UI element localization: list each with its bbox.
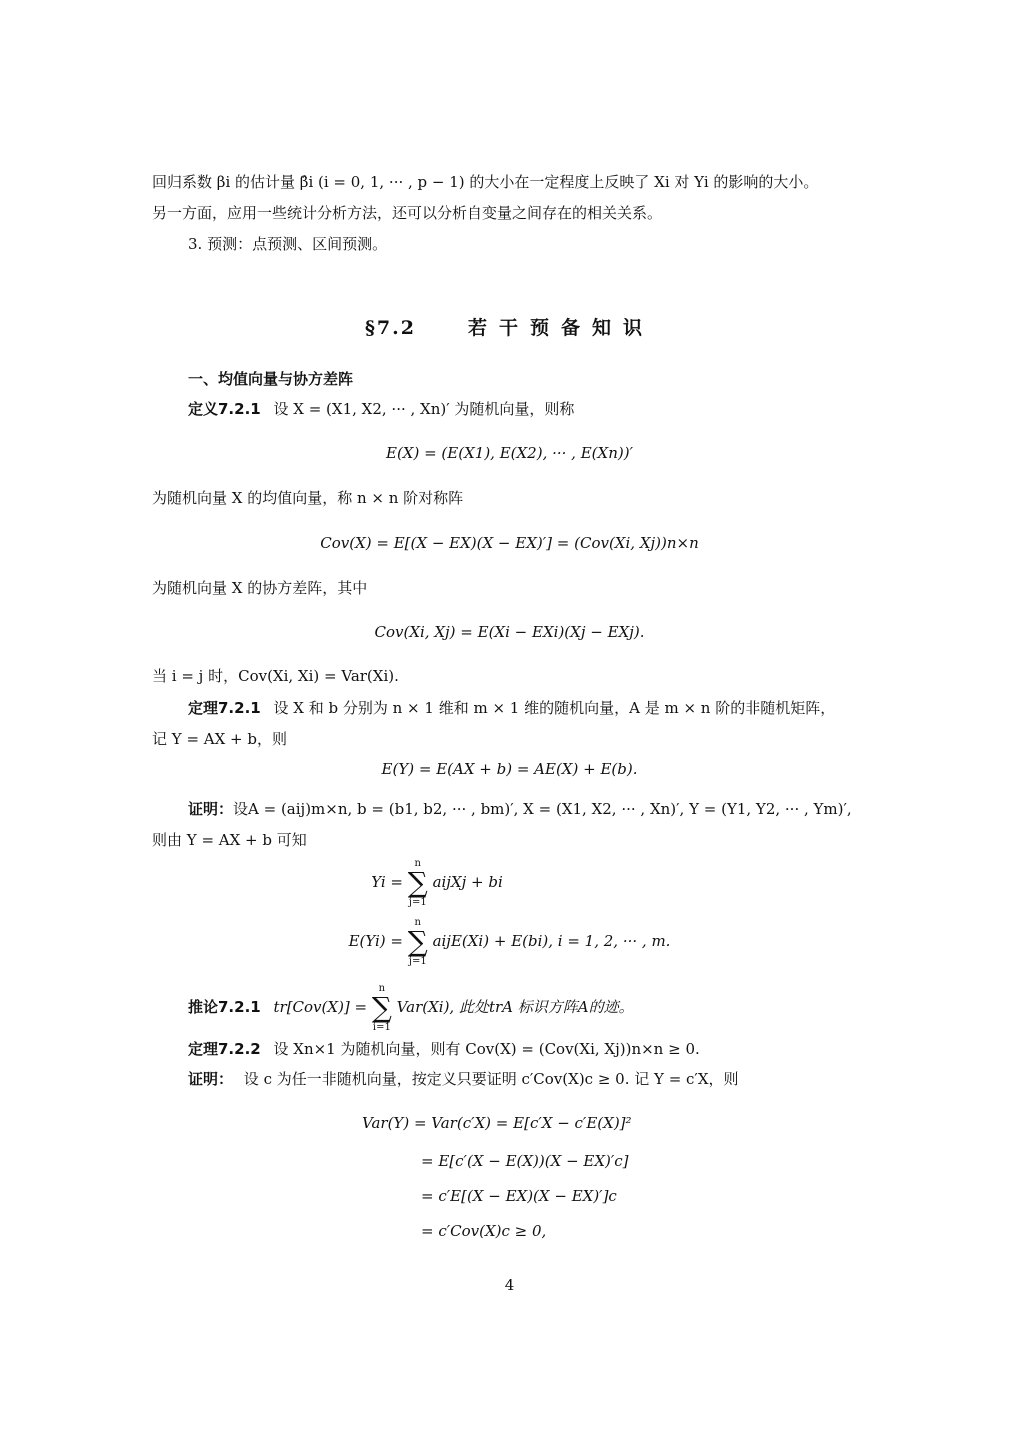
equation-sum-yi (365, 858, 503, 908)
intro-line-3: 3. 预测：点预测、区间预测。 (188, 235, 388, 253)
page-number: 4 (504, 1276, 515, 1294)
text-when-i-equals-j: 当 i = j 时，Cov(Xi, Xi) = Var(Xi). (152, 667, 399, 685)
sum-lower-limit: j=1 (408, 956, 427, 967)
corollary-lhs: tr[Cov(X)] = (273, 998, 368, 1016)
proof-2 (188, 1068, 739, 1090)
derivation-line-2: = E[c′(X − E(X))(X − EX)′c] (421, 1152, 629, 1170)
summation-icon: n ∑ i=1 (371, 983, 392, 1033)
text-mean-vector: 为随机向量 X 的均值向量，称 n × n 阶对称阵 (152, 489, 464, 507)
definition-text: 设 X = (X1, X2, ··· , Xn)′ 为随机向量，则称 (273, 400, 575, 418)
sum-upper-limit: n (414, 858, 421, 869)
sum-eyi-rhs: aijE(Xi) + E(bi), i = 1, 2, ··· , m. (432, 932, 671, 950)
sum-yi-lhs: Yi = (371, 873, 403, 891)
theorem-text: 设 Xn×1 为随机向量，则有 Cov(X) = (Cov(Xi, Xj))n×n ≥ 0. (273, 1040, 700, 1058)
proof-text: 设 c 为任一非随机向量，按定义只要证明 c′Cov(X)c ≥ 0. 记 Y = c′X，则 (243, 1070, 739, 1088)
corollary-rhs: Var(Xi), 此处trA 标识方阵A的迹。 (396, 998, 634, 1016)
section-number: §7.2 (364, 317, 416, 339)
sum-yi-rhs: aijXj + bi (432, 873, 503, 891)
proof-1 (188, 798, 852, 820)
definition-7-2-1 (188, 398, 574, 420)
summation-icon: n ∑ j=1 (407, 917, 428, 967)
proof-text-line-2: 则由 Y = AX + b 可知 (152, 831, 307, 849)
section-title: 若干预备知识 (467, 317, 654, 339)
theorem-text: 设 X 和 b 分别为 n × 1 维和 m × 1 维的随机向量，A 是 m × n 阶的非随机矩阵， (273, 699, 836, 717)
intro-line-1: 回归系数 βi 的估计量 β̂i (i = 0, 1, ··· , p − 1) 的大小在一定程度上反映了 Xi 对 Yi 的影响的大小。 (152, 173, 819, 191)
summation-icon: n ∑ j=1 (407, 858, 428, 908)
section-heading (0, 317, 1019, 339)
proof-text: 设A = (aij)m×n, b = (b1, b2, ··· , bm)′, X = (X1, X2, ··· , Xn)′, Y = (Y1, Y2, ··· , Ym)′, (233, 800, 852, 818)
equation-sum-eyi (340, 917, 670, 967)
equation-cov-matrix: Cov(X) = E[(X − EX)(X − EX)′] = (Cov(Xi, Xj))n×n (320, 534, 699, 552)
derivation-line-3: = c′E[(X − EX)(X − EX)′]c (421, 1187, 617, 1205)
equation-mean-vector: E(X) = (E(X1), E(X2), ··· , E(Xn))′ (386, 444, 633, 462)
equation-expectation-linear: E(Y) = E(AX + b) = AE(X) + E(b). (381, 760, 638, 778)
sum-upper-limit: n (414, 917, 421, 928)
text-cov-matrix: 为随机向量 X 的协方差阵，其中 (152, 579, 368, 597)
theorem-7-2-2 (188, 1038, 700, 1060)
sum-lower-limit: j=1 (408, 897, 427, 908)
subsection-heading: 一、均值向量与协方差阵 (188, 370, 354, 388)
sum-lower-limit: i=1 (372, 1022, 391, 1033)
proof-label: 证明： (188, 1070, 234, 1088)
derivation-line-1: Var(Y) = Var(c′X) = E[c′X − c′E(X)]² (362, 1114, 632, 1132)
derivation-line-4: = c′Cov(X)c ≥ 0, (421, 1222, 547, 1240)
equation-cov-element: Cov(Xi, Xj) = E(Xi − EXi)(Xj − EXj). (374, 623, 645, 641)
definition-label: 定义7.2.1 (188, 400, 261, 418)
theorem-label: 定理7.2.2 (188, 1040, 261, 1058)
sum-upper-limit: n (378, 983, 386, 994)
theorem-label: 定理7.2.1 (188, 699, 261, 717)
proof-label: 证明： (188, 800, 234, 818)
corollary-label: 推论7.2.1 (188, 998, 261, 1016)
theorem-7-2-1 (188, 697, 835, 719)
intro-line-2: 另一方面，应用一些统计分析方法，还可以分析自变量之间存在的相关关系。 (152, 204, 663, 222)
corollary-7-2-1 (188, 983, 634, 1033)
theorem-text-line-2: 记 Y = AX + b，则 (152, 730, 287, 748)
sum-eyi-lhs: E(Yi) = (348, 932, 403, 950)
